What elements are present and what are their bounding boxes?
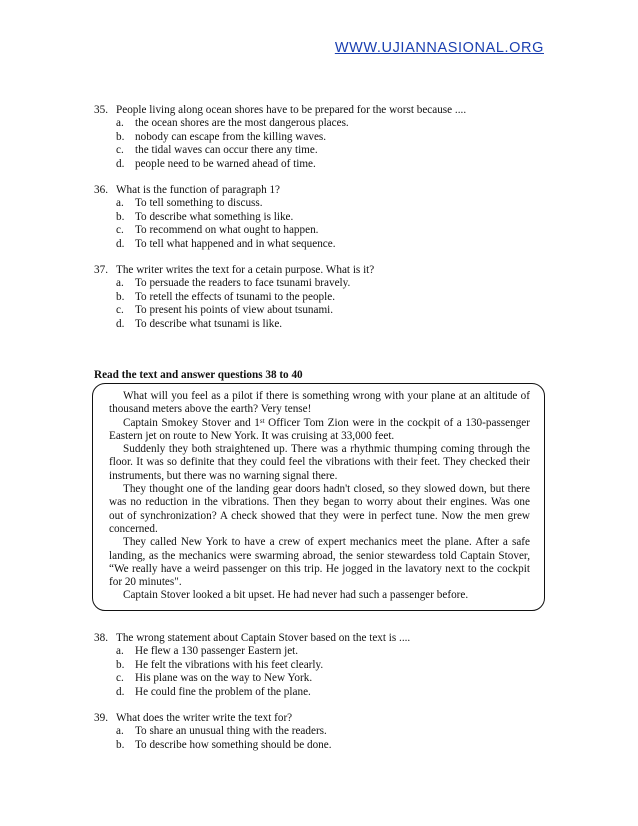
option-text: the ocean shores are the most dangerous places. bbox=[135, 117, 349, 130]
option-text: To present his points of view about tsunami. bbox=[135, 304, 334, 317]
option-c bbox=[94, 672, 554, 685]
option-d bbox=[94, 238, 554, 251]
option-text: His plane was on the way to New York. bbox=[135, 672, 313, 685]
question-number: 39. bbox=[94, 712, 108, 724]
option-c bbox=[94, 224, 554, 237]
option-letter: a. bbox=[116, 117, 124, 130]
superscript-ordinal: st bbox=[259, 416, 265, 425]
question-38 bbox=[94, 632, 554, 699]
option-text: To tell what happened and in what sequence. bbox=[135, 237, 336, 250]
option-letter: b. bbox=[116, 290, 125, 303]
passage-paragraph-6: Captain Stover looked a bit upset. He had never had such a passenger before. bbox=[123, 589, 469, 602]
option-letter: b. bbox=[116, 130, 125, 143]
question-number: 38. bbox=[94, 632, 108, 644]
question-stem bbox=[94, 184, 554, 197]
option-text: To share an unusual thing with the readers. bbox=[135, 725, 327, 738]
section-heading: Read the text and answer questions 38 to 40 bbox=[94, 369, 303, 381]
option-letter: c. bbox=[116, 304, 124, 317]
passage-paragraph-2 bbox=[109, 417, 530, 444]
option-letter: b. bbox=[116, 658, 125, 671]
option-b bbox=[94, 291, 554, 304]
option-text: He felt the vibrations with his feet clearly. bbox=[135, 658, 324, 671]
passage-paragraph-1: What will you feel as a pilot if there is something wrong with your plane at an altitude of thousand meters above the earth? Very tense! bbox=[109, 390, 530, 416]
option-text: people need to be warned ahead of time. bbox=[135, 157, 316, 170]
option-letter: d. bbox=[116, 685, 125, 698]
option-b bbox=[94, 659, 554, 672]
question-text: The wrong statement about Captain Stover based on the text is .... bbox=[116, 632, 411, 644]
option-letter: d. bbox=[116, 237, 125, 250]
question-stem bbox=[94, 632, 554, 645]
question-36 bbox=[94, 184, 554, 251]
question-number: 36. bbox=[94, 184, 108, 196]
option-text: He could fine the problem of the plane. bbox=[135, 685, 311, 698]
option-b bbox=[94, 739, 554, 752]
option-text: To tell something to discuss. bbox=[135, 197, 263, 210]
option-a bbox=[94, 117, 554, 130]
option-letter: c. bbox=[116, 224, 124, 237]
option-b bbox=[94, 131, 554, 144]
option-text: nobody can escape from the killing waves. bbox=[135, 130, 327, 143]
option-text: To describe what tsunami is like. bbox=[135, 317, 283, 330]
passage-paragraph-4: They thought one of the landing gear doors hadn't closed, so they slowed down, but there was no reduction in the vibrations. Then they began to worry about their engines. Was one out of synchronization? A check showed that they were in perfect tune. Now the men grew concerned. bbox=[109, 483, 530, 535]
option-letter: c. bbox=[116, 144, 124, 157]
question-number: 37. bbox=[94, 264, 108, 276]
question-text: What is the function of paragraph 1? bbox=[116, 184, 281, 196]
question-35 bbox=[94, 104, 554, 171]
option-d bbox=[94, 158, 554, 171]
option-a bbox=[94, 277, 554, 290]
question-stem bbox=[94, 104, 554, 117]
option-d bbox=[94, 686, 554, 699]
question-stem bbox=[94, 264, 554, 277]
question-number: 35. bbox=[94, 104, 108, 116]
question-text: People living along ocean shores have to be prepared for the worst because .... bbox=[116, 104, 467, 116]
option-letter: a. bbox=[116, 197, 124, 210]
passage-text: Captain Smokey Stover and 1 bbox=[123, 416, 260, 429]
site-link[interactable]: WWW.UJIANNASIONAL.ORG bbox=[334, 40, 544, 56]
option-letter: b. bbox=[116, 738, 125, 751]
option-d bbox=[94, 318, 554, 331]
question-39 bbox=[94, 712, 554, 752]
option-letter: a. bbox=[116, 645, 124, 658]
question-stem bbox=[94, 712, 554, 725]
passage-paragraph-3: Suddenly they both straightened up. There was a rhythmic thumping coming through the floor. It was so definite that they could feel the vibrations with their feet. They checked their instruments, but there was no warning signal there. bbox=[109, 443, 530, 482]
option-text: He flew a 130 passenger Eastern jet. bbox=[135, 645, 299, 658]
option-text: the tidal waves can occur there any time. bbox=[135, 144, 318, 157]
option-text: To retell the effects of tsunami to the people. bbox=[135, 290, 336, 303]
option-letter: d. bbox=[116, 317, 125, 330]
option-c bbox=[94, 304, 554, 317]
option-text: To describe what something is like. bbox=[135, 210, 294, 223]
passage-text: Officer Tom Zion were in the cockpit of a 130-passenger Eastern jet on route to New York. It was cruising at 33,000 feet. bbox=[109, 416, 530, 442]
option-letter: a. bbox=[116, 725, 124, 738]
option-letter: c. bbox=[116, 672, 124, 685]
option-text: To describe how something should be done. bbox=[135, 738, 332, 751]
option-b bbox=[94, 211, 554, 224]
option-text: To persuade the readers to face tsunami bravely. bbox=[135, 277, 351, 290]
question-text: What does the writer write the text for? bbox=[116, 712, 293, 724]
option-a bbox=[94, 197, 554, 210]
option-letter: a. bbox=[116, 277, 124, 290]
option-a bbox=[94, 645, 554, 658]
option-a bbox=[94, 725, 554, 738]
option-c bbox=[94, 144, 554, 157]
reading-passage bbox=[92, 383, 545, 611]
option-text: To recommend on what ought to happen. bbox=[135, 224, 319, 237]
question-text: The writer writes the text for a cetain purpose. What is it? bbox=[116, 264, 375, 276]
option-letter: d. bbox=[116, 157, 125, 170]
option-letter: b. bbox=[116, 210, 125, 223]
question-37 bbox=[94, 264, 554, 331]
passage-paragraph-5: They called New York to have a crew of expert mechanics meet the plane. After a safe landing, as the mechanics were swarming abroad, the senior stewardess told Captain Stover, “We really have a weird passenger on this trip. He jogged in the lavatory next to the cockpit for 20 minutes". bbox=[109, 536, 530, 589]
